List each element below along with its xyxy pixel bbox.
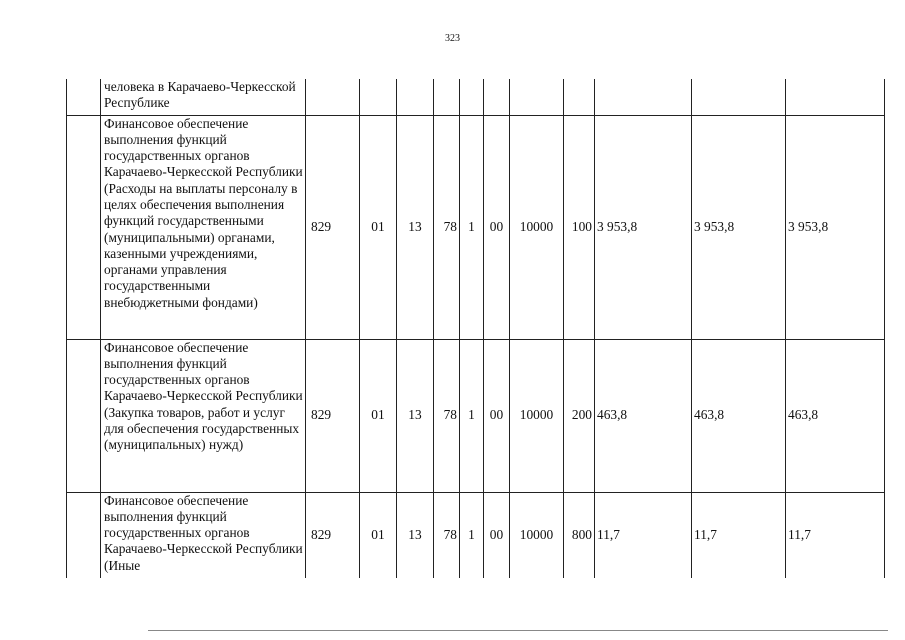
amount-1-cell: 463,8 (595, 339, 692, 492)
program-cell: 78 (434, 115, 460, 339)
subprogram-cell: 1 (460, 492, 484, 578)
amount-1-cell (595, 79, 692, 115)
section-cell: 01 (360, 115, 397, 339)
subsection-cell: 13 (397, 492, 434, 578)
amount-2-cell: 3 953,8 (692, 115, 786, 339)
subsection-cell: 13 (397, 339, 434, 492)
program-cell: 78 (434, 492, 460, 578)
direction-cell: 10000 (510, 339, 564, 492)
ministry-cell (306, 79, 360, 115)
table-row (67, 115, 885, 339)
program-cell (434, 79, 460, 115)
table-row (67, 79, 885, 115)
section-cell (360, 79, 397, 115)
amount-2-cell: 11,7 (692, 492, 786, 578)
main-event-cell (484, 79, 510, 115)
direction-cell (510, 79, 564, 115)
amount-3-cell (786, 79, 885, 115)
row-index-cell (67, 79, 101, 115)
expense-type-cell: 100 (564, 115, 595, 339)
amount-3-cell: 11,7 (786, 492, 885, 578)
expense-type-cell: 200 (564, 339, 595, 492)
section-cell: 01 (360, 339, 397, 492)
amount-1-cell: 11,7 (595, 492, 692, 578)
ministry-cell: 829 (306, 492, 360, 578)
budget-table (66, 79, 885, 578)
page-number: 323 (445, 33, 460, 44)
amount-2-cell: 463,8 (692, 339, 786, 492)
direction-cell: 10000 (510, 492, 564, 578)
subsection-cell (397, 79, 434, 115)
table-row (67, 339, 885, 492)
row-index-cell (67, 115, 101, 339)
expense-type-cell: 800 (564, 492, 595, 578)
ministry-cell: 829 (306, 115, 360, 339)
main-event-cell: 00 (484, 492, 510, 578)
row-index-cell (67, 492, 101, 578)
table-row (67, 492, 885, 578)
amount-1-cell: 3 953,8 (595, 115, 692, 339)
subprogram-cell (460, 79, 484, 115)
expense-type-cell (564, 79, 595, 115)
expense-name-cell: человека в Карачаево-Черкесской Республике (101, 79, 306, 115)
expense-name-cell: Финансовое обеспечение выполнения функций государственных органов Карачаево-Черкесской Республики (Иные (101, 492, 306, 578)
section-cell: 01 (360, 492, 397, 578)
main-event-cell: 00 (484, 339, 510, 492)
subprogram-cell: 1 (460, 339, 484, 492)
direction-cell: 10000 (510, 115, 564, 339)
main-event-cell: 00 (484, 115, 510, 339)
ministry-cell: 829 (306, 339, 360, 492)
amount-2-cell (692, 79, 786, 115)
program-cell: 78 (434, 339, 460, 492)
amount-3-cell: 463,8 (786, 339, 885, 492)
expense-name-cell: Финансовое обеспечение выполнения функций государственных органов Карачаево-Черкесской Республики (Закупка товаров, работ и услуг для обеспечения государственных (муниципальных) нужд) (101, 339, 306, 492)
subsection-cell: 13 (397, 115, 434, 339)
expense-name-cell: Финансовое обеспечение выполнения функций государственных органов Карачаево-Черкесской Республики (Расходы на выплаты персоналу в целях обеспечения выполнения функций государственными (муниципальными) органами, казенными учреждениями, органами управления государственными внебюджетными фондами) (101, 115, 306, 339)
amount-3-cell: 3 953,8 (786, 115, 885, 339)
row-index-cell (67, 339, 101, 492)
subprogram-cell: 1 (460, 115, 484, 339)
scan-edge-line (148, 630, 888, 631)
